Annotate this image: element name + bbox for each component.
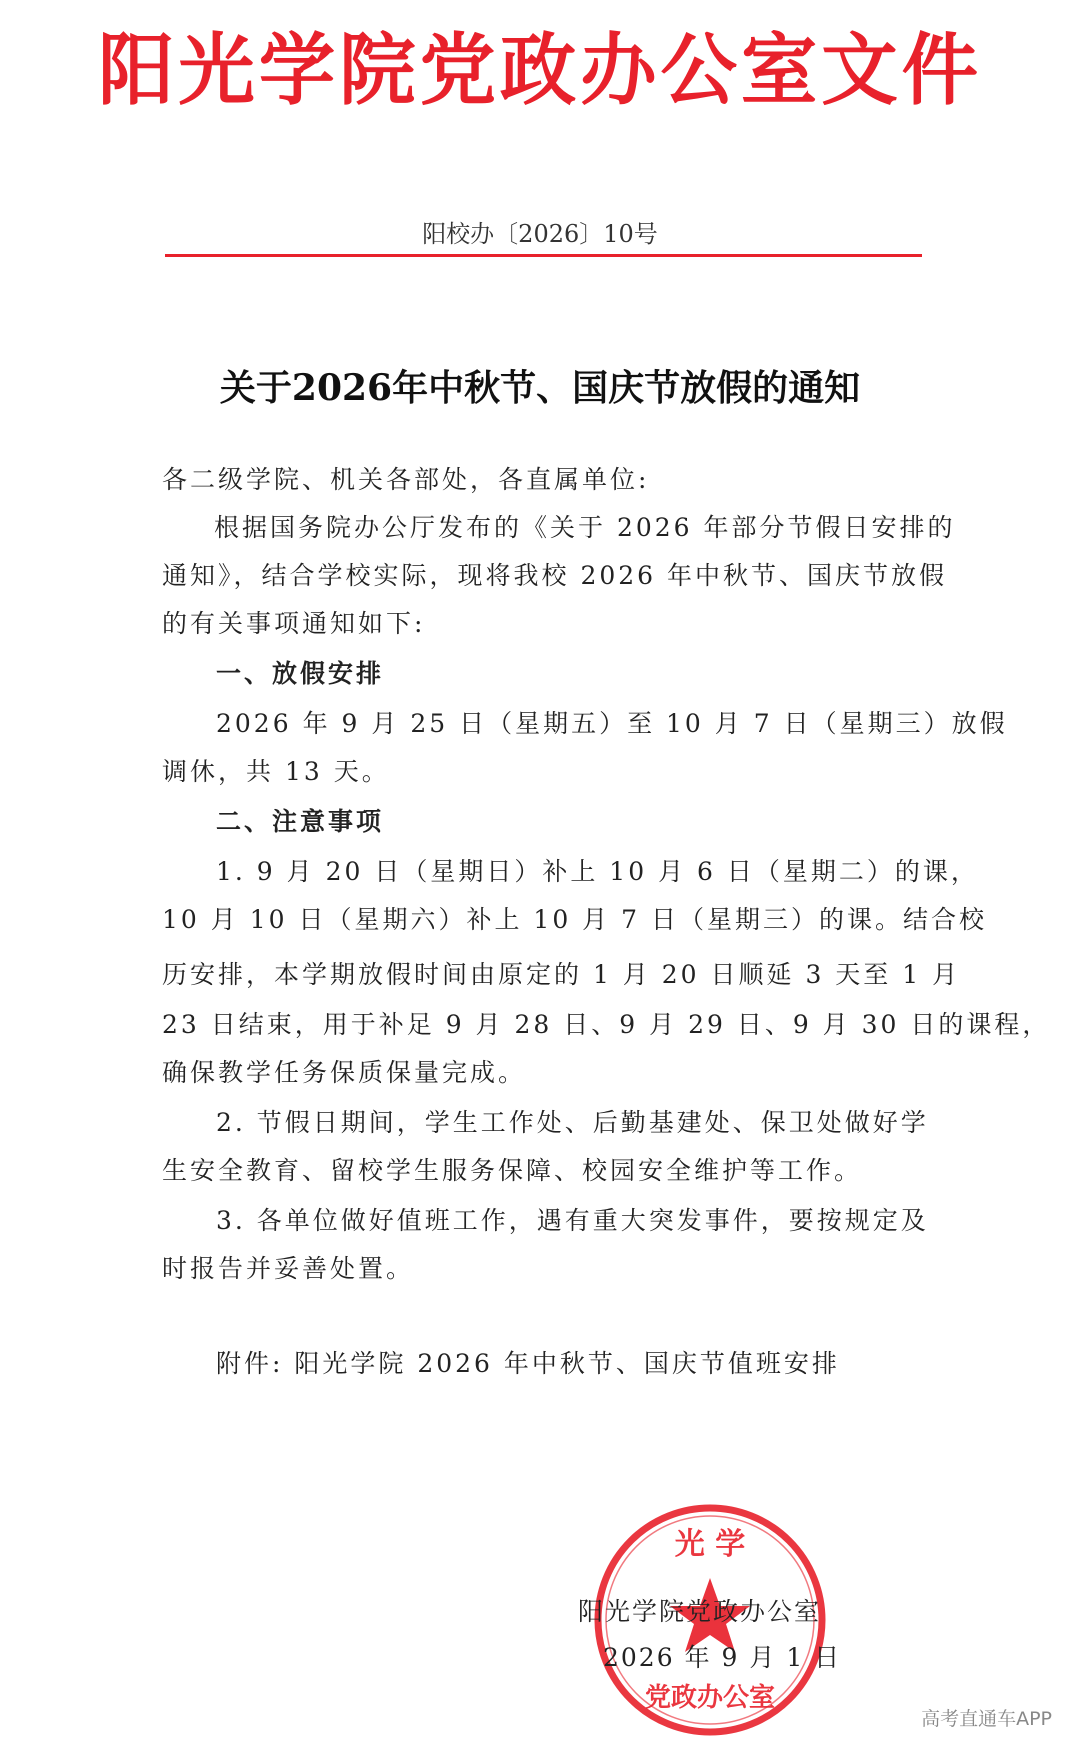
section-line: 时报告并妥善处置。 [162, 1254, 415, 1283]
notice-title: 关于2026年中秋节、国庆节放假的通知 [219, 367, 861, 409]
signature-date: 2026 年 9 月 1 日 [603, 1643, 842, 1672]
seal-bottom-text: 党政办公室 [644, 1683, 776, 1713]
section-line: 10 月 10 日（星期六）补上 10 月 7 日（星期三）的课。结合校 [162, 905, 987, 934]
section-line: 3. 各单位做好值班工作，遇有重大突发事件，要按规定及 [216, 1206, 929, 1235]
header-red-rule [165, 254, 922, 257]
section-heading: 一、放假安排 [216, 659, 385, 688]
attachment-line: 附件: 阳光学院 2026 年中秋节、国庆节值班安排 [216, 1349, 840, 1378]
document-number: 阳校办〔2026〕10号 [422, 220, 658, 248]
section-line: 确保教学任务保质保量完成。 [162, 1058, 527, 1087]
section-line: 2. 节假日期间，学生工作处、后勤基建处、保卫处做好学 [216, 1108, 929, 1137]
section-heading: 二、注意事项 [216, 807, 385, 836]
intro-line: 通知》，结合学校实际，现将我校 2026 年中秋节、国庆节放假 [162, 561, 948, 590]
intro-line: 的有关事项通知如下: [162, 609, 426, 638]
section-line: 历安排，本学期放假时间由原定的 1 月 20 日顺延 3 天至 1 月 [162, 960, 961, 989]
section-line: 生安全教育、留校学生服务保障、校园安全维护等工作。 [162, 1156, 863, 1185]
seal-top-text: 光 学 [674, 1527, 746, 1562]
section-line: 2026 年 9 月 25 日（星期五）至 10 月 7 日（星期三）放假 [216, 709, 1008, 738]
salutation: 各二级学院、机关各部处，各直属单位: [162, 465, 650, 494]
section-line: 1. 9 月 20 日（星期日）补上 10 月 6 日（星期二）的课， [216, 857, 979, 886]
section-line: 23 日结束，用于补足 9 月 28 日、9 月 29 日、9 月 30 日的课程， [162, 1010, 1051, 1039]
intro-line: 根据国务院办公厅发布的《关于 2026 年部分节假日安排的 [214, 513, 956, 542]
app-watermark: 高考直通车APP [921, 1708, 1052, 1730]
document-header-title: 阳光学院党政办公室文件 [98, 25, 982, 116]
section-line: 调休，共 13 天。 [162, 757, 390, 786]
signature-organization: 阳光学院党政办公室 [578, 1597, 822, 1626]
